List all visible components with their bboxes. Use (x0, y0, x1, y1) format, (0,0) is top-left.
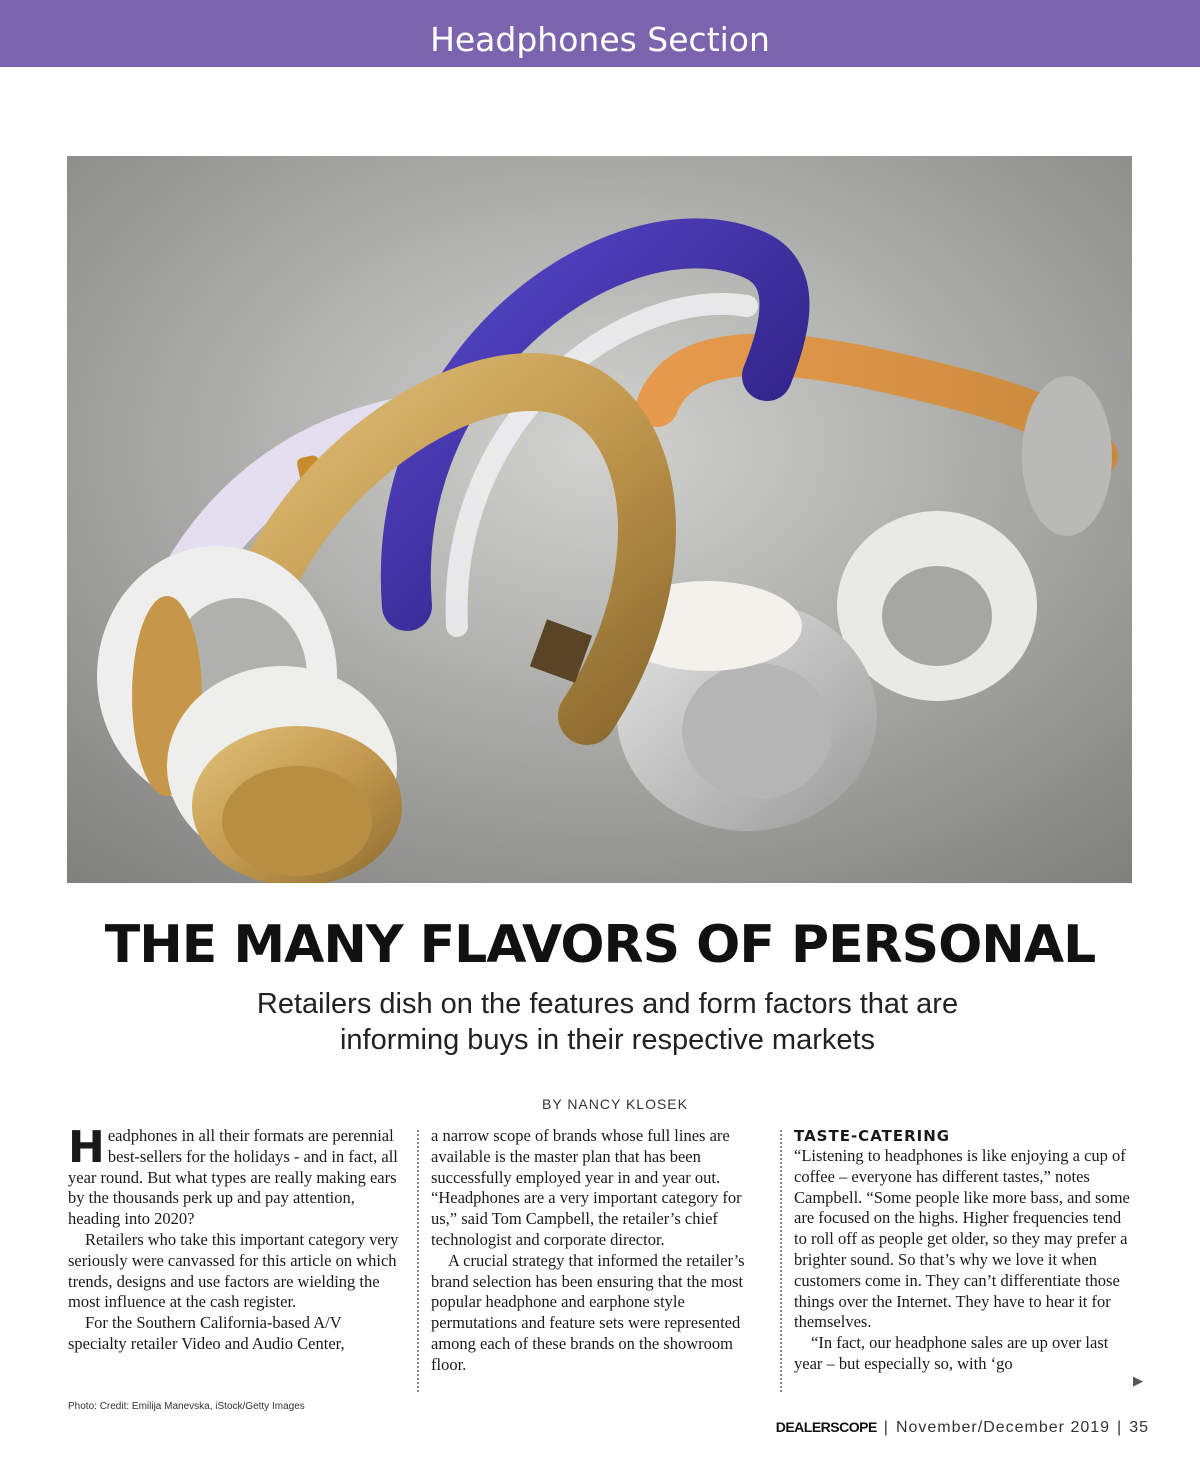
issue-date: November/December 2019 (895, 1419, 1111, 1436)
paragraph: a narrow scope of brands whose full lines are available is the master plan that has been successfully employed year in and year out. “Headphones are a very important category for us,” said Tom Campbell, the retailer’s chief technologist and corporate director. (431, 1126, 742, 1249)
subtitle-line-2: informing buys in their respective markets (339, 1024, 876, 1056)
magazine-logo: DEALERSCOPE (775, 1419, 877, 1435)
paragraph: A crucial strategy that informed the retailer’s brand selection has been ensuring that the most popular headphone and earphone style permutations and feature sets were represented among each of these brands on the showroom floor. (431, 1250, 745, 1374)
article-column-1 (68, 1122, 403, 1355)
drop-cap: H (68, 1122, 105, 1173)
column-divider (417, 1130, 419, 1392)
section-banner (0, 0, 1200, 67)
continue-arrow-icon: ▶ (1133, 1374, 1143, 1389)
article-subtitle (200, 986, 1015, 1058)
section-subhead: TASTE-CATERING (794, 1127, 951, 1145)
photo-credit: Photo: Credit: Emilija Manevska, iStock/Getty Images (68, 1401, 305, 1412)
article-column-2 (431, 1126, 766, 1376)
page-footer (776, 1419, 1149, 1437)
hero-photo (67, 156, 1132, 883)
paragraph (68, 1122, 403, 1230)
paragraph-text: eadphones in all their formats are perennial best-sellers for the holidays - and in fact, all year round. But what types are really making ears by the thousands perk up and pay attention, heading into 2020? (68, 1126, 398, 1229)
byline: BY NANCY KLOSEK (542, 1096, 688, 1112)
article-column-3 (794, 1126, 1134, 1375)
paragraph: For the Southern California-based A/V specialty retailer Video and Audio Center, (68, 1313, 345, 1353)
headphones-illustration (67, 156, 1132, 883)
article-title: THE MANY FLAVORS OF PERSONAL (104, 915, 1096, 975)
page-number: 35 (1129, 1419, 1149, 1436)
subtitle-line-1: Retailers dish on the features and form factors that are (256, 988, 959, 1020)
paragraph: “In fact, our headphone sales are up over last year – but especially so, with ‘go (794, 1333, 1109, 1373)
section-title: Headphones Section (430, 20, 770, 59)
footer-separator: | (1117, 1419, 1123, 1436)
column-divider (780, 1130, 782, 1392)
footer-separator: | (883, 1419, 889, 1436)
paragraph: Retailers who take this important category very seriously were canvassed for this article on which trends, designs and use factors are wielding the most influence at the cash register. (68, 1229, 399, 1312)
paragraph: “Listening to headphones is like enjoying a cup of coffee – everyone has different tastes,” notes Campbell. “Some people like more bass, and some are focused on the highs. Higher frequencies tend to roll off as people get older, so they may prefer a brighter sound. So that’s why we love it when customers come in. They can’t differentiate those things over the Internet. They have to hear it for themselves. (794, 1146, 1130, 1332)
